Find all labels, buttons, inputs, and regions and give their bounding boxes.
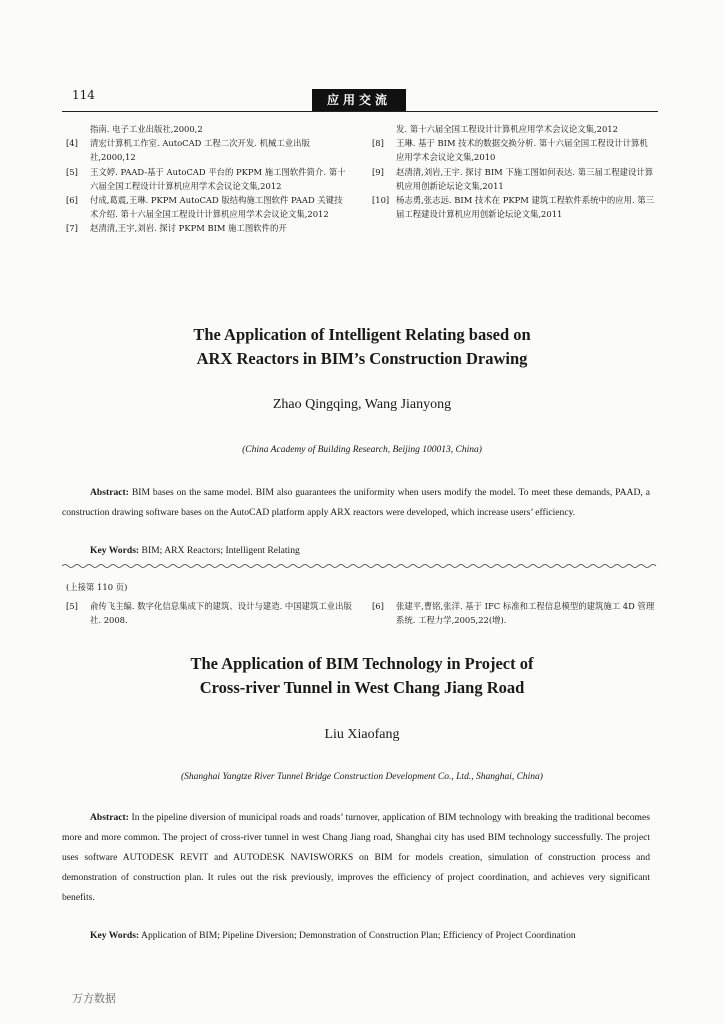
references-right-column [372,122,656,221]
article2-abstract: Abstract: In the pipeline diversion of municipal roads and roads’ turnover, application of BIM technology with breaking the traditional becomes more and more common. The project of cross-river tunnel in west Chang Jiang road, Shanghai city has used BIM technology successfully. The project uses software AUTODESK REVIT and AUTODESK NAVISWORKS on BIM for models creation, simulation of construction process and demonstration of construction plan. It rules out the risk previously, improves the efficiency of project coordination, and achieves very significant benefits. [62,812,650,903]
continued-note: (上接第 110 页) [66,582,128,592]
reference-item: [10] 杨志勇,张志远. BIM 技术在 PKPM 建筑工程软件系统中的应用. 第三届工程建设计算机应用创新论坛论文集,2011 [372,195,655,220]
section-tag: 应用交流 [312,89,406,111]
article1-affiliation: (China Academy of Building Research, Beijing 100013, China) [242,445,482,455]
article1-title: The Application of Intelligent Relating based on ARX Reactors in BIM’s Construction Drawing [193,325,531,368]
watermark: 万方数据 [72,992,116,1005]
reference-item: [5] 王文婷. PAAD-基于 AutoCAD 平台的 PKPM 施工图软件简介. 第十六届全国工程设计计算机应用学术会议论文集,2012 [66,166,346,191]
article2-affiliation: (Shanghai Yangtze River Tunnel Bridge Construction Development Co., Ltd., Shanghai, China) [181,772,543,782]
references-left-column [66,122,350,236]
article1-authors: Zhao Qingqing, Wang Jianyong [272,397,452,412]
references-mid-right [372,599,656,627]
page-number: 114 [72,88,95,102]
reference-item: [6] 付成,葛震,王琳. PKPM AutoCAD 版结构施工图软件 PAAD 关键技术介绍. 第十六届全国工程设计计算机应用学术会议论文集,2012 [66,195,343,220]
article1-abstract: Abstract: BIM bases on the same model. BIM also guarantees the uniformity when users modify the model. To meet these demands, PAAD, a construction drawing software bases on the AutoCAD platform apply ARX reactors were developed, which increase users’ efficiency. [62,487,650,518]
article2-keywords: Key Words: Application of BIM; Pipeline Diversion; Demonstration of Construction Plan; Efficiency of Project Coordination [90,930,576,941]
reference-item: [4] 清宏计算机工作室. AutoCAD 工程二次开发. 机械工业出版社,2000,12 [66,138,310,163]
reference-item: [7] 赵清清,王宇,刘岩. 探讨 PKPM BIM 施工图软件的开 [66,223,287,234]
reference-item: 发. 第十六届全国工程设计计算机应用学术会议论文集,2012 [396,124,618,134]
reference-item: 指南. 电子工业出版社,2000,2 [90,124,203,134]
references-mid-left [66,599,354,627]
reference-item: [9] 赵清清,刘岩,王宇. 探讨 BIM 下施工图如何表达. 第三届工程建设计算机应用创新论坛论文集,2011 [372,166,654,191]
reference-item: [6] 张建平,曹铭,张洋. 基于 IFC 标准和工程信息模型的建筑施工 4D 管理系统. 工程力学,2005,22(增). [372,601,655,626]
article2-authors: Liu Xiaofang [324,727,400,742]
wavy-separator [62,563,658,569]
reference-item: [5] 俞传飞主编. 数字化信息集成下的建筑、设计与建造. 中国建筑工业出版社. 2008. [66,601,352,626]
header-rule [62,111,658,112]
article1-keywords: Key Words: BIM; ARX Reactors; Intelligent Relating [90,545,300,556]
reference-item: [8] 王琳. 基于 BIM 技术的数据交换分析. 第十六届全国工程设计计算机应用学术会议论文集,2010 [372,138,648,163]
article2-title: The Application of BIM Technology in Project of Cross-river Tunnel in West Chang Jiang Road [190,654,534,697]
